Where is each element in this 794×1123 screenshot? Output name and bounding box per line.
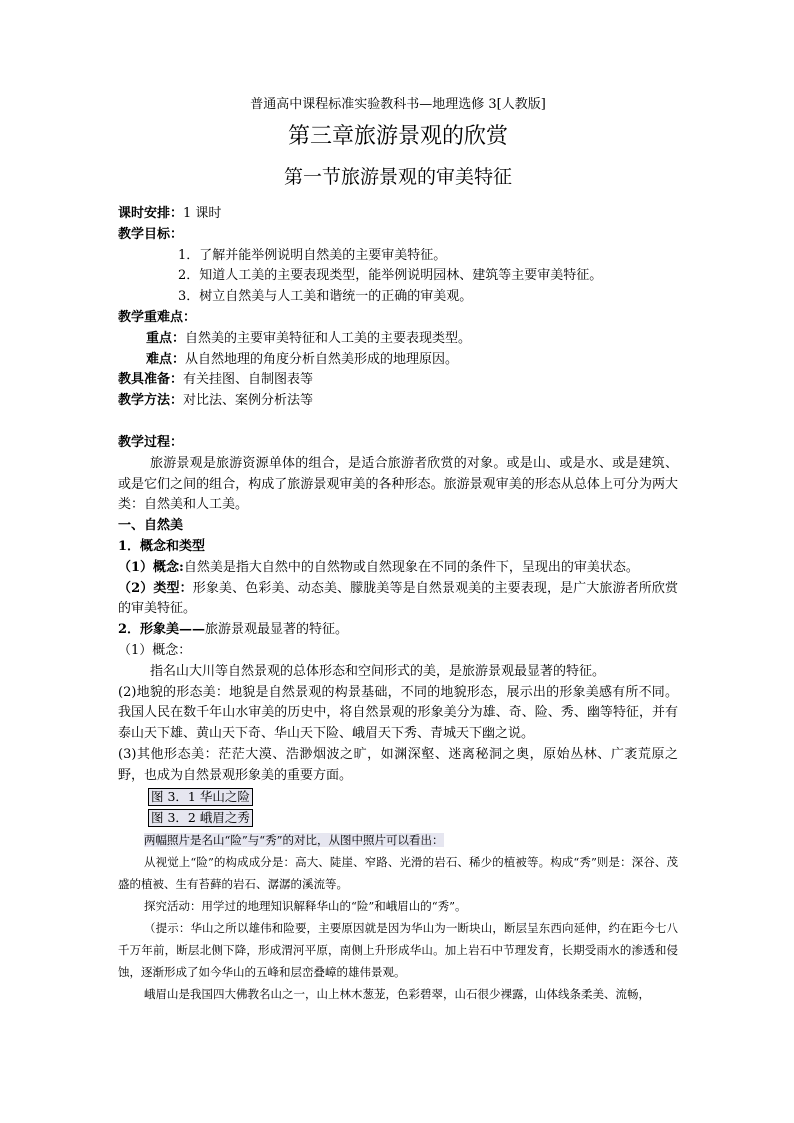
objective-item: 2．知道人工美的主要表现类型，能举例说明园林、建筑等主要审美特征。: [178, 268, 603, 284]
comparison-line: [118, 829, 678, 851]
methods-line: [118, 391, 678, 412]
key-label: 重点：: [146, 330, 186, 346]
types-label: （2）类型：: [118, 580, 193, 596]
figure-caption-row: [118, 787, 678, 808]
visual-paragraph: 从视觉上“险”的构成成分是：高大、陡崖、窄路、光滑的岩石、稀少的植被等。构成“秀”则是：深谷、茂盛的植被、生有苔藓的岩石、潺潺的溪流等。: [118, 854, 678, 891]
concept-paragraph: [118, 558, 678, 579]
schedule-line: [118, 204, 678, 225]
concept-label: （1）概念:: [118, 559, 184, 575]
objective-item: 1．了解并能举例说明自然美的主要审美特征。: [178, 247, 447, 263]
section-title: 第一节旅游景观的审美特征: [283, 166, 512, 188]
process-label: 教学过程：: [118, 434, 184, 450]
process-intro: 旅游景观是旅游资源单体的组合，是适合旅游者欣赏的对象。或是山、或是水、或是建筑、或是它们之间的组合，构成了旅游景观审美的各种形态。旅游景观审美的形态从总体上可分为两大类：自然美和人工美。: [118, 455, 678, 513]
types-text: 形象美、色彩美、动态美、朦胧美等是自然景观美的主要表现，是广大旅游者所欣赏的审美特征。: [118, 580, 678, 617]
other-forms-paragraph: (3)其他形态美：茫茫大漠、浩渺烟波之旷，如渊深壑、迷离秘洞之奥，原始丛林、广袤荒原之野，也成为自然景观形象美的重要方面。: [118, 746, 678, 783]
schedule-value: 1 课时: [183, 206, 222, 221]
difficulty-label: 难点：: [146, 351, 186, 367]
key-points-label: 教学重难点：: [118, 309, 197, 325]
schedule-label: 课时安排：: [118, 206, 184, 221]
objective-item: 3．树立自然美与人工美和谐统一的正确的审美观。: [178, 289, 473, 305]
shape-concept-label: （1）概念：: [118, 642, 192, 658]
shape-beauty-text: 旅游景观最显著的特征。: [205, 622, 349, 638]
chapter-title: 第三章旅游景观的欣赏: [287, 124, 508, 149]
methods-label: 教学方法：: [118, 393, 184, 409]
difficulty-text: 从自然地理的角度分析自然美形成的地理原因。: [185, 351, 459, 367]
subheading-concept-types: 1．概念和类型: [118, 538, 206, 554]
figure-caption-huashan: 图 3．1 华山之险: [148, 788, 253, 806]
hint-paragraph: （提示：华山之所以雄伟和险要，主要原因就是因为华山为一断块山，断层呈东西向延伸，约在距今七八千万年前，断层北侧下降，形成渭河平原，南侧上升形成华山。加上岩石中节理发育，长期受雨水的渗透和侵蚀，逐渐形成了如今华山的五峰和层峦叠嶂的雄伟景观。: [118, 920, 678, 979]
key-point-line: [118, 329, 678, 350]
part-natural-beauty: 一、自然美: [118, 518, 184, 534]
concept-text: 自然美是指大自然中的自然物或自然现象在不同的条件下，呈现出的审美状态。: [183, 559, 639, 575]
tools-line: [118, 370, 678, 391]
tools-value: 有关挂图、自制图表等: [183, 372, 314, 388]
tools-label: 教具准备：: [118, 372, 184, 388]
lesson-plan: [118, 96, 678, 1005]
figure-caption-emei: 图 3．2 峨眉之秀: [148, 809, 253, 827]
shape-beauty-label: 2．形象美——: [118, 622, 206, 638]
landform-paragraph: (2)地貌的形态美：地貌是自然景观的构景基础，不同的地貌形态，展示出的形象美感有所不同。我国人民在数千年山水审美的历史中，将自然景观的形象美分为雄、奇、险、秀、幽等特征，并有泰山天下雄、黄山天下奇、华山天下险、峨眉天下秀、青城天下幽之说。: [118, 684, 678, 742]
shape-beauty-heading: [118, 620, 678, 641]
key-text: 自然美的主要审美特征和人工美的主要表现类型。: [185, 330, 472, 346]
textbook-header: 普通高中课程标准实验教科书—地理选修 3[人教版]: [250, 97, 546, 112]
activity-paragraph: 探究活动：用学过的地理知识解释华山的“险”和峨眉山的“秀”。: [144, 898, 467, 913]
methods-value: 对比法、案例分析法等: [183, 393, 314, 409]
figure-caption-row: [118, 808, 678, 829]
shape-concept-text: 指名山大川等自然景观的总体形态和空间形式的美，是旅游景观最显著的特征。: [150, 663, 606, 679]
emei-paragraph: 峨眉山是我国四大佛教名山之一，山上林木葱茏，色彩碧翠，山石很少裸露，山体线条柔美、流畅，: [144, 986, 650, 1001]
comparison-text: 两幅照片是名山“险”与“秀”的对比，从图中照片可以看出：: [144, 832, 444, 847]
objectives-label: 教学目标：: [118, 226, 184, 242]
types-paragraph: [118, 579, 678, 621]
difficulty-line: [118, 350, 678, 371]
